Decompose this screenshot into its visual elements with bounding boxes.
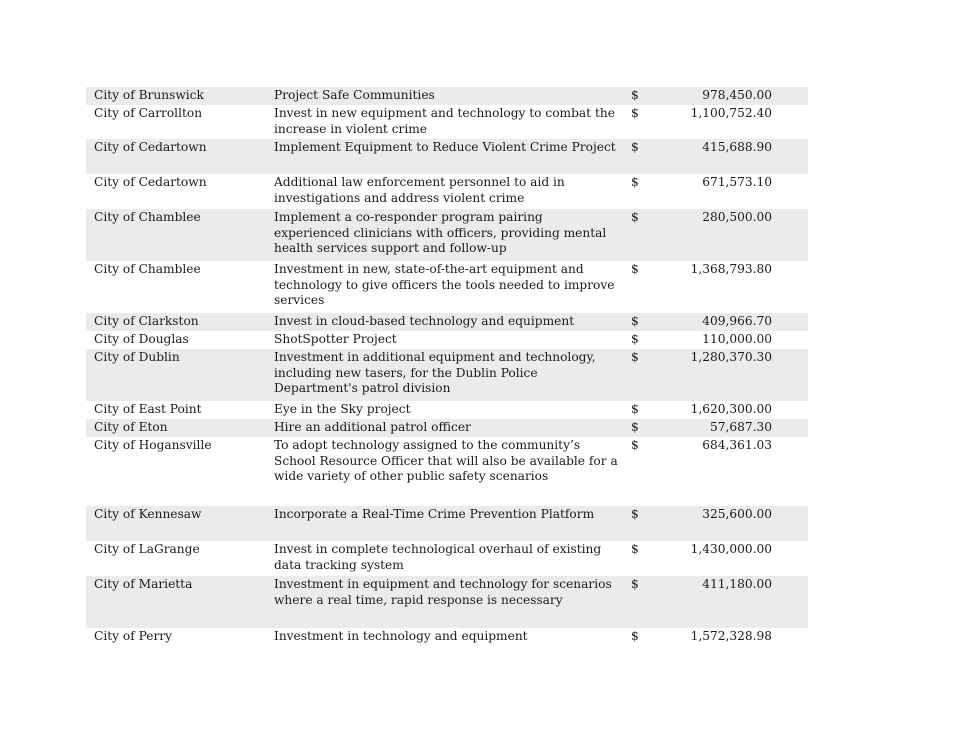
- table-row: [86, 401, 808, 419]
- city-cell: City of LaGrange: [94, 542, 200, 556]
- currency-symbol: $: [631, 314, 639, 328]
- table-row: [86, 105, 808, 139]
- currency-symbol: $: [631, 420, 639, 434]
- amount-cell: 411,180.00: [702, 577, 772, 591]
- grant-table: [86, 87, 808, 646]
- amount-cell: 671,573.10: [702, 175, 772, 189]
- city-cell: City of Carrollton: [94, 106, 203, 120]
- currency-symbol: $: [631, 175, 639, 189]
- project-cell: Investment in additional equipment and technology, including new tasers, for the Dublin Police Department's patrol division: [274, 350, 596, 395]
- city-cell: City of Cedartown: [94, 175, 207, 189]
- amount-cell: 684,361.03: [702, 438, 772, 452]
- amount-cell: 57,687.30: [709, 420, 772, 434]
- project-cell: Investment in new, state-of-the-art equipment and technology to give officers the tools needed to improve services: [274, 262, 615, 307]
- project-cell: Implement Equipment to Reduce Violent Crime Project: [274, 140, 616, 154]
- amount-cell: 1,280,370.30: [690, 350, 772, 364]
- currency-symbol: $: [631, 262, 639, 276]
- amount-cell: 1,572,328.98: [690, 629, 772, 643]
- amount-cell: 1,368,793.80: [690, 262, 772, 276]
- amount-cell: 1,100,752.40: [690, 106, 772, 120]
- amount-cell: 415,688.90: [702, 140, 772, 154]
- city-cell: City of East Point: [94, 402, 202, 416]
- table-row: [86, 576, 808, 628]
- city-cell: City of Clarkston: [94, 314, 199, 328]
- table-row: [86, 349, 808, 401]
- table-row: [86, 87, 808, 105]
- amount-cell: 409,966.70: [702, 314, 772, 328]
- city-cell: City of Brunswick: [94, 88, 204, 102]
- city-cell: City of Chamblee: [94, 262, 201, 276]
- currency-symbol: $: [631, 542, 639, 556]
- city-cell: City of Marietta: [94, 577, 193, 591]
- project-cell: Hire an additional patrol officer: [274, 420, 471, 434]
- currency-symbol: $: [631, 140, 639, 154]
- city-cell: City of Chamblee: [94, 210, 201, 224]
- currency-symbol: $: [631, 210, 639, 224]
- table-row: [86, 261, 808, 313]
- project-cell: Invest in cloud-based technology and equipment: [274, 314, 575, 328]
- table-row: [86, 331, 808, 349]
- project-cell: Project Safe Communities: [274, 88, 435, 102]
- table-row: [86, 437, 808, 506]
- table-row: [86, 419, 808, 437]
- currency-symbol: $: [631, 507, 639, 521]
- currency-symbol: $: [631, 577, 639, 591]
- amount-cell: 110,000.00: [702, 332, 772, 346]
- project-cell: Investment in technology and equipment: [274, 629, 528, 643]
- currency-symbol: $: [631, 106, 639, 120]
- table-row: [86, 174, 808, 209]
- project-cell: Additional law enforcement personnel to aid in investigations and address violent crime: [274, 175, 565, 205]
- city-cell: City of Dublin: [94, 350, 180, 364]
- project-cell: Invest in new equipment and technology to combat the increase in violent crime: [274, 106, 615, 136]
- table-row: [86, 139, 808, 174]
- project-cell: To adopt technology assigned to the community’s School Resource Officer that will also be available for a wide variety of other public safety scenarios: [274, 438, 618, 483]
- amount-cell: 978,450.00: [702, 88, 772, 102]
- amount-cell: 280,500.00: [702, 210, 772, 224]
- currency-symbol: $: [631, 88, 639, 102]
- table-row: [86, 628, 808, 646]
- amount-cell: 1,620,300.00: [690, 402, 772, 416]
- project-cell: Eye in the Sky project: [274, 402, 411, 416]
- currency-symbol: $: [631, 629, 639, 643]
- city-cell: City of Eton: [94, 420, 168, 434]
- currency-symbol: $: [631, 438, 639, 452]
- city-cell: City of Douglas: [94, 332, 189, 346]
- project-cell: Incorporate a Real-Time Crime Prevention Platform: [274, 507, 595, 521]
- table-row: [86, 209, 808, 261]
- currency-symbol: $: [631, 332, 639, 346]
- currency-symbol: $: [631, 402, 639, 416]
- project-cell: Invest in complete technological overhaul of existing data tracking system: [274, 542, 602, 572]
- project-cell: Investment in equipment and technology for scenarios where a real time, rapid response is necessary: [274, 577, 612, 607]
- city-cell: City of Cedartown: [94, 140, 207, 154]
- project-cell: ShotSpotter Project: [274, 332, 397, 346]
- amount-cell: 325,600.00: [702, 507, 772, 521]
- city-cell: City of Kennesaw: [94, 507, 202, 521]
- project-cell: Implement a co-responder program pairing experienced clinicians with officers, providing mental health services support and follow-up: [274, 210, 607, 255]
- table-row: [86, 313, 808, 331]
- city-cell: City of Hogansville: [94, 438, 212, 452]
- table-row: [86, 506, 808, 541]
- currency-symbol: $: [631, 350, 639, 364]
- table-row: [86, 541, 808, 576]
- city-cell: City of Perry: [94, 629, 173, 643]
- amount-cell: 1,430,000.00: [690, 542, 772, 556]
